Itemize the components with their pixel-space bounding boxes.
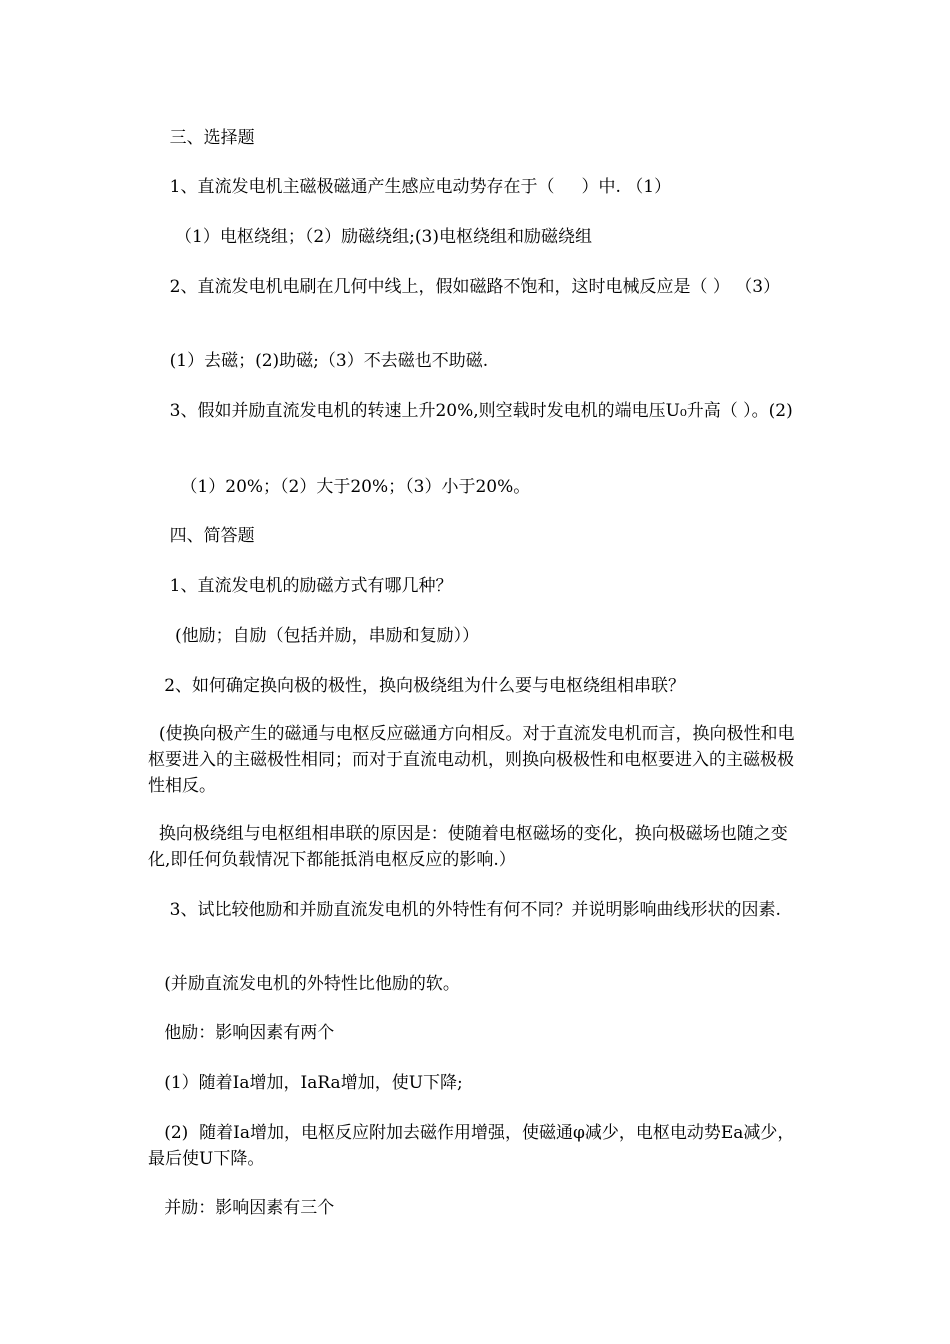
question-3-options: （1）20%；（2）大于20%；（3）小于20%。 xyxy=(148,477,531,497)
short-question-3: 3、试比较他励和并励直流发电机的外特性有何不同？并说明影响曲线形状的因素. xyxy=(148,900,781,920)
short-answer-3-separately-excited: 他励：影响因素有两个 xyxy=(148,1023,335,1043)
short-answer-2b: 换向极绕组与电枢组相串联的原因是：使随着电枢磁场的变化，换向极磁场也随之变化,即任何负载情况下都能抵消电枢反应的影响.） xyxy=(148,824,788,870)
question-1: 1、直流发电机主磁极磁通产生感应电动势存在于（ ）中. （1） xyxy=(148,177,672,197)
short-answer-3-factor-2: (2) 随着Ia增加，电枢反应附加去磁作用增强，使磁通φ减少，电枢电动势Ea减少，最后使U下降。 xyxy=(148,1123,795,1169)
question-1-options: （1）电枢绕组；（2）励磁绕组;(3)电枢绕组和励磁绕组 xyxy=(148,227,592,247)
question-2-options: (1）去磁；(2)助磁;（3）不去磁也不助磁. xyxy=(148,351,489,371)
section-heading-choice: 三、选择题 xyxy=(148,128,255,148)
question-2: 2、直流发电机电刷在几何中线上，假如磁路不饱和，这时电械反应是（ ） （3） xyxy=(148,277,781,297)
short-answer-1: (他励；自励（包括并励，串励和复励）） xyxy=(148,626,480,646)
short-answer-3-factor-1: (1）随着Ia增加，IaRa增加，使U下降; xyxy=(148,1073,463,1093)
short-answer-3-shunt: 并励：影响因素有三个 xyxy=(148,1198,335,1218)
short-question-2: 2、如何确定换向极的极性，换向极绕组为什么要与电枢绕组相串联？ xyxy=(148,676,686,696)
short-answer-2a: (使换向极产生的磁通与电枢反应磁通方向相反。对于直流发电机而言，换向极性和电枢要进入的主磁极性相同；而对于直流电动机，则换向极极性和电枢要进入的主磁极极性相反。 xyxy=(148,724,795,796)
question-3: 3、假如并励直流发电机的转速上升20%,则空载时发电机的端电压U₀升高（ ）。(2) xyxy=(148,401,793,421)
section-heading-short-answer: 四、简答题 xyxy=(148,526,255,546)
short-question-1: 1、直流发电机的励磁方式有哪几种？ xyxy=(148,576,453,596)
short-answer-3-intro: (并励直流发电机的外特性比他励的软。 xyxy=(148,974,460,994)
